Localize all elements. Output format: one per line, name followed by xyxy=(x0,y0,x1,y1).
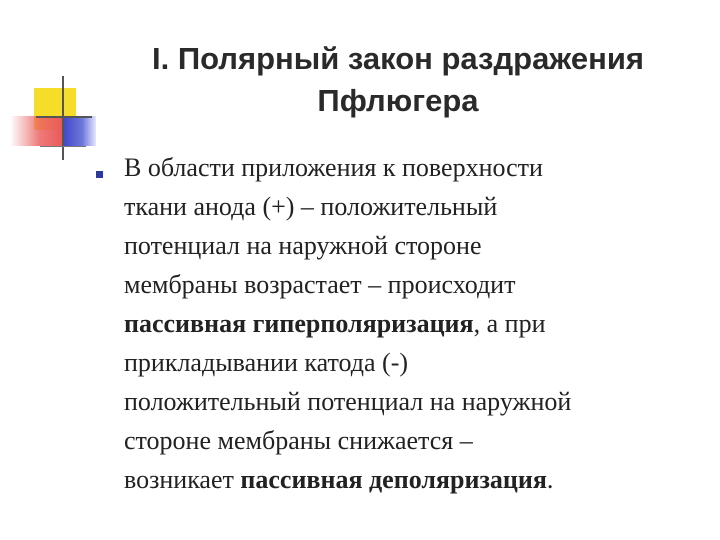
square-bullet-icon xyxy=(96,171,103,178)
title-line-1: I. Полярный закон раздражения xyxy=(152,41,644,76)
horizontal-line-decoration xyxy=(36,116,92,118)
vertical-line-decoration xyxy=(62,76,64,160)
bold-term-hyperpolarization: пассивная гиперполяризация xyxy=(124,309,474,338)
body-line-6: прикладывании катода (-) xyxy=(124,348,409,377)
body-line-5-rest: , а при xyxy=(473,309,546,338)
title-line-2: Пфлюгера xyxy=(317,83,479,118)
body-line-4: мембраны возрастает – происходит xyxy=(124,270,516,299)
body-line-1: В области приложения к поверхности xyxy=(124,153,543,182)
bold-term-depolarization: пассивная деполяризация xyxy=(240,465,547,494)
body-line-8: стороне мембраны снижается – xyxy=(124,426,473,455)
body-line-2: ткани анода (+) – положительный xyxy=(124,192,498,221)
blue-gradient-decoration xyxy=(62,116,96,146)
red-gradient-decoration xyxy=(10,116,64,146)
body-line-3: потенциал на наружной стороне xyxy=(124,231,482,260)
horizontal-line-decoration-lower xyxy=(40,146,86,147)
slide-title xyxy=(98,38,698,122)
bullet-paragraph xyxy=(124,148,694,499)
body-line-9-start: возникает xyxy=(124,465,241,494)
body-line-7: положительный потенциал на наружной xyxy=(124,387,572,416)
body-line-9-end: . xyxy=(546,465,554,494)
